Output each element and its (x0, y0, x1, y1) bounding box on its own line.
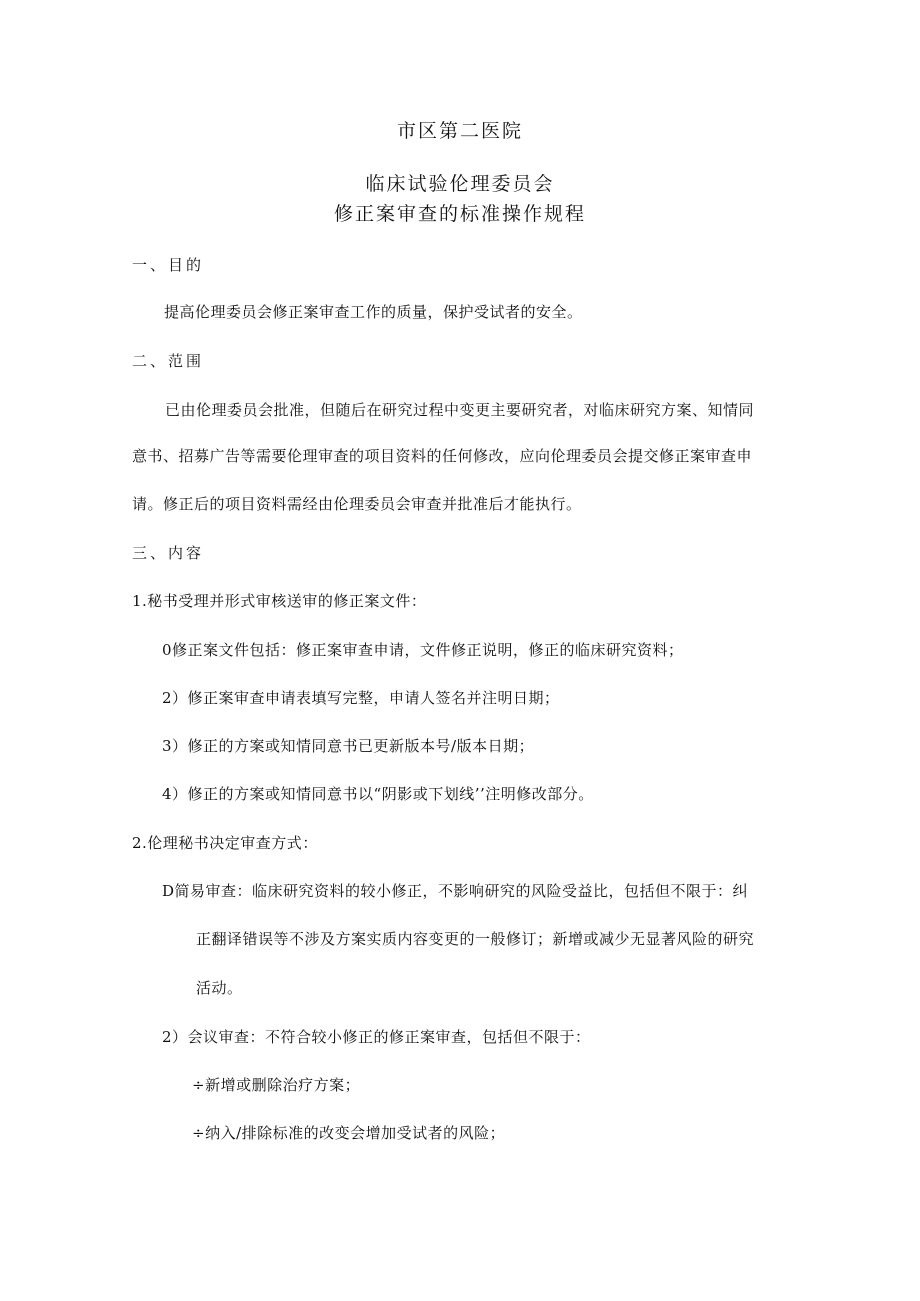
scope-heading: 二、范围 (132, 352, 205, 370)
purpose-heading: 一、目的 (132, 256, 205, 274)
item2-sub1-line: 正翻译错误等不涉及方案实质内容变更的一般修订；新增或减少无显著风险的研究 (196, 930, 755, 948)
item1-sub: 0修正案文件包括：修正案审查申请，文件修正说明，修正的临床研究资料； (162, 641, 684, 659)
item1-sub: 4）修正的方案或知情同意书以“阴影或下划线’’注明修改部分。 (162, 785, 594, 803)
item2-bullet: ÷新增或删除治疗方案； (192, 1076, 361, 1094)
item2-sub2: 2）会议审查：不符合较小修正的修正案审查，包括但不限于： (162, 1028, 591, 1046)
item2-title: 2.伦理秘书决定审查方式： (132, 834, 318, 852)
item1-title: 1.秘书受理并形式审核送审的修正案文件： (132, 592, 427, 610)
item2-sub1-line: 活动。 (196, 979, 243, 997)
item1-sub: 2）修正案审查申请表填写完整，申请人签名并注明日期； (162, 689, 560, 707)
content-heading: 三、内容 (132, 544, 205, 562)
scope-line: 已由伦理委员会批准，但随后在研究过程中变更主要研究者，对临床研究方案、知情同 (165, 401, 755, 419)
purpose-text: 提高伦理委员会修正案审查工作的质量，保护受试者的安全。 (164, 303, 583, 321)
committee-name: 临床试验伦理委员会 (365, 173, 555, 195)
document-title: 修正案审查的标准操作规程 (333, 203, 586, 225)
scope-line: 请。修正后的项目资料需经由伦理委员会审查并批准后才能执行。 (132, 495, 582, 513)
hospital-name: 市区第二医院 (396, 120, 523, 142)
item2-bullet: ÷纳入/排除标准的改变会增加受试者的风险； (192, 1124, 506, 1142)
scope-line: 意书、招募广告等需要伦理审查的项目资料的任何修改，应向伦理委员会提交修正案审查申 (132, 447, 753, 465)
item2-sub1-line: D简易审查：临床研究资料的较小修正，不影响研究的风险受益比，包括但不限于：纠 (162, 882, 749, 900)
item1-sub: 3）修正的方案或知情同意书已更新版本号/版本日期； (162, 737, 535, 755)
